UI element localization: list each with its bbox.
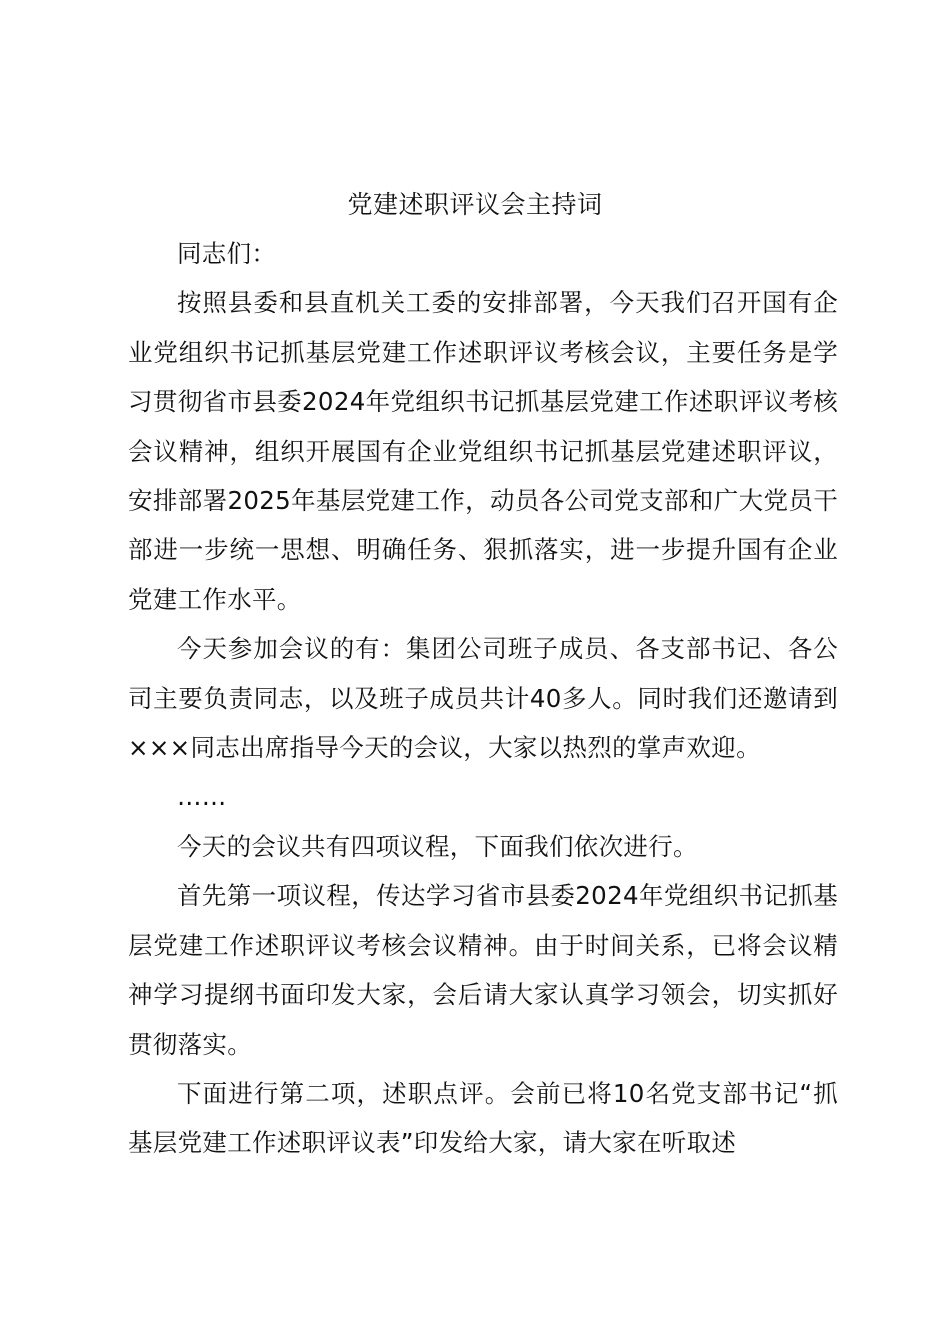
agenda-intro-paragraph: 今天的会议共有四项议程，下面我们依次进行。 — [177, 831, 698, 861]
meeting-purpose-paragraph: 按照县委和县直机关工委的安排部署，今天我们召开国有企业党组织书记抓基层党建工作述职评议考核会议，主要任务是学习贯彻省市县委2024年党组织书记抓基层党建工作述职评议考核会议精神，组织开展国有企业党组织书记抓基层党建述职评议，安排部署2025年基层党建工作，动员各公司党支部和广大党员干部进一步统一思想、明确任务、狠抓落实，进一步提升国有企业党建工作水平。 — [128, 288, 838, 614]
agenda-item-one-paragraph: 首先第一项议程，传达学习省市县委2024年党组织书记抓基层党建工作述职评议考核会议精神。由于时间关系，已将会议精神学习提纲书面印发大家，会后请大家认真学习领会，切实抓好贯彻落实。 — [128, 881, 838, 1059]
document-body — [128, 229, 838, 1168]
attendees-paragraph: 今天参加会议的有：集团公司班子成员、各支部书记、各公司主要负责同志，以及班子成员共计40多人。同时我们还邀请到×××同志出席指导今天的会议，大家以热烈的掌声欢迎。 — [128, 634, 838, 763]
document-title: 党建述职评议会主持词 — [347, 190, 603, 219]
salutation-paragraph: 同志们： — [177, 239, 277, 268]
agenda-item-two-paragraph: 下面进行第二项，述职点评。会前已将10名党支部书记“抓基层党建工作述职评议表”印发给大家，请大家在听取述 — [128, 1078, 838, 1158]
ellipsis-paragraph: …… — [177, 782, 227, 812]
